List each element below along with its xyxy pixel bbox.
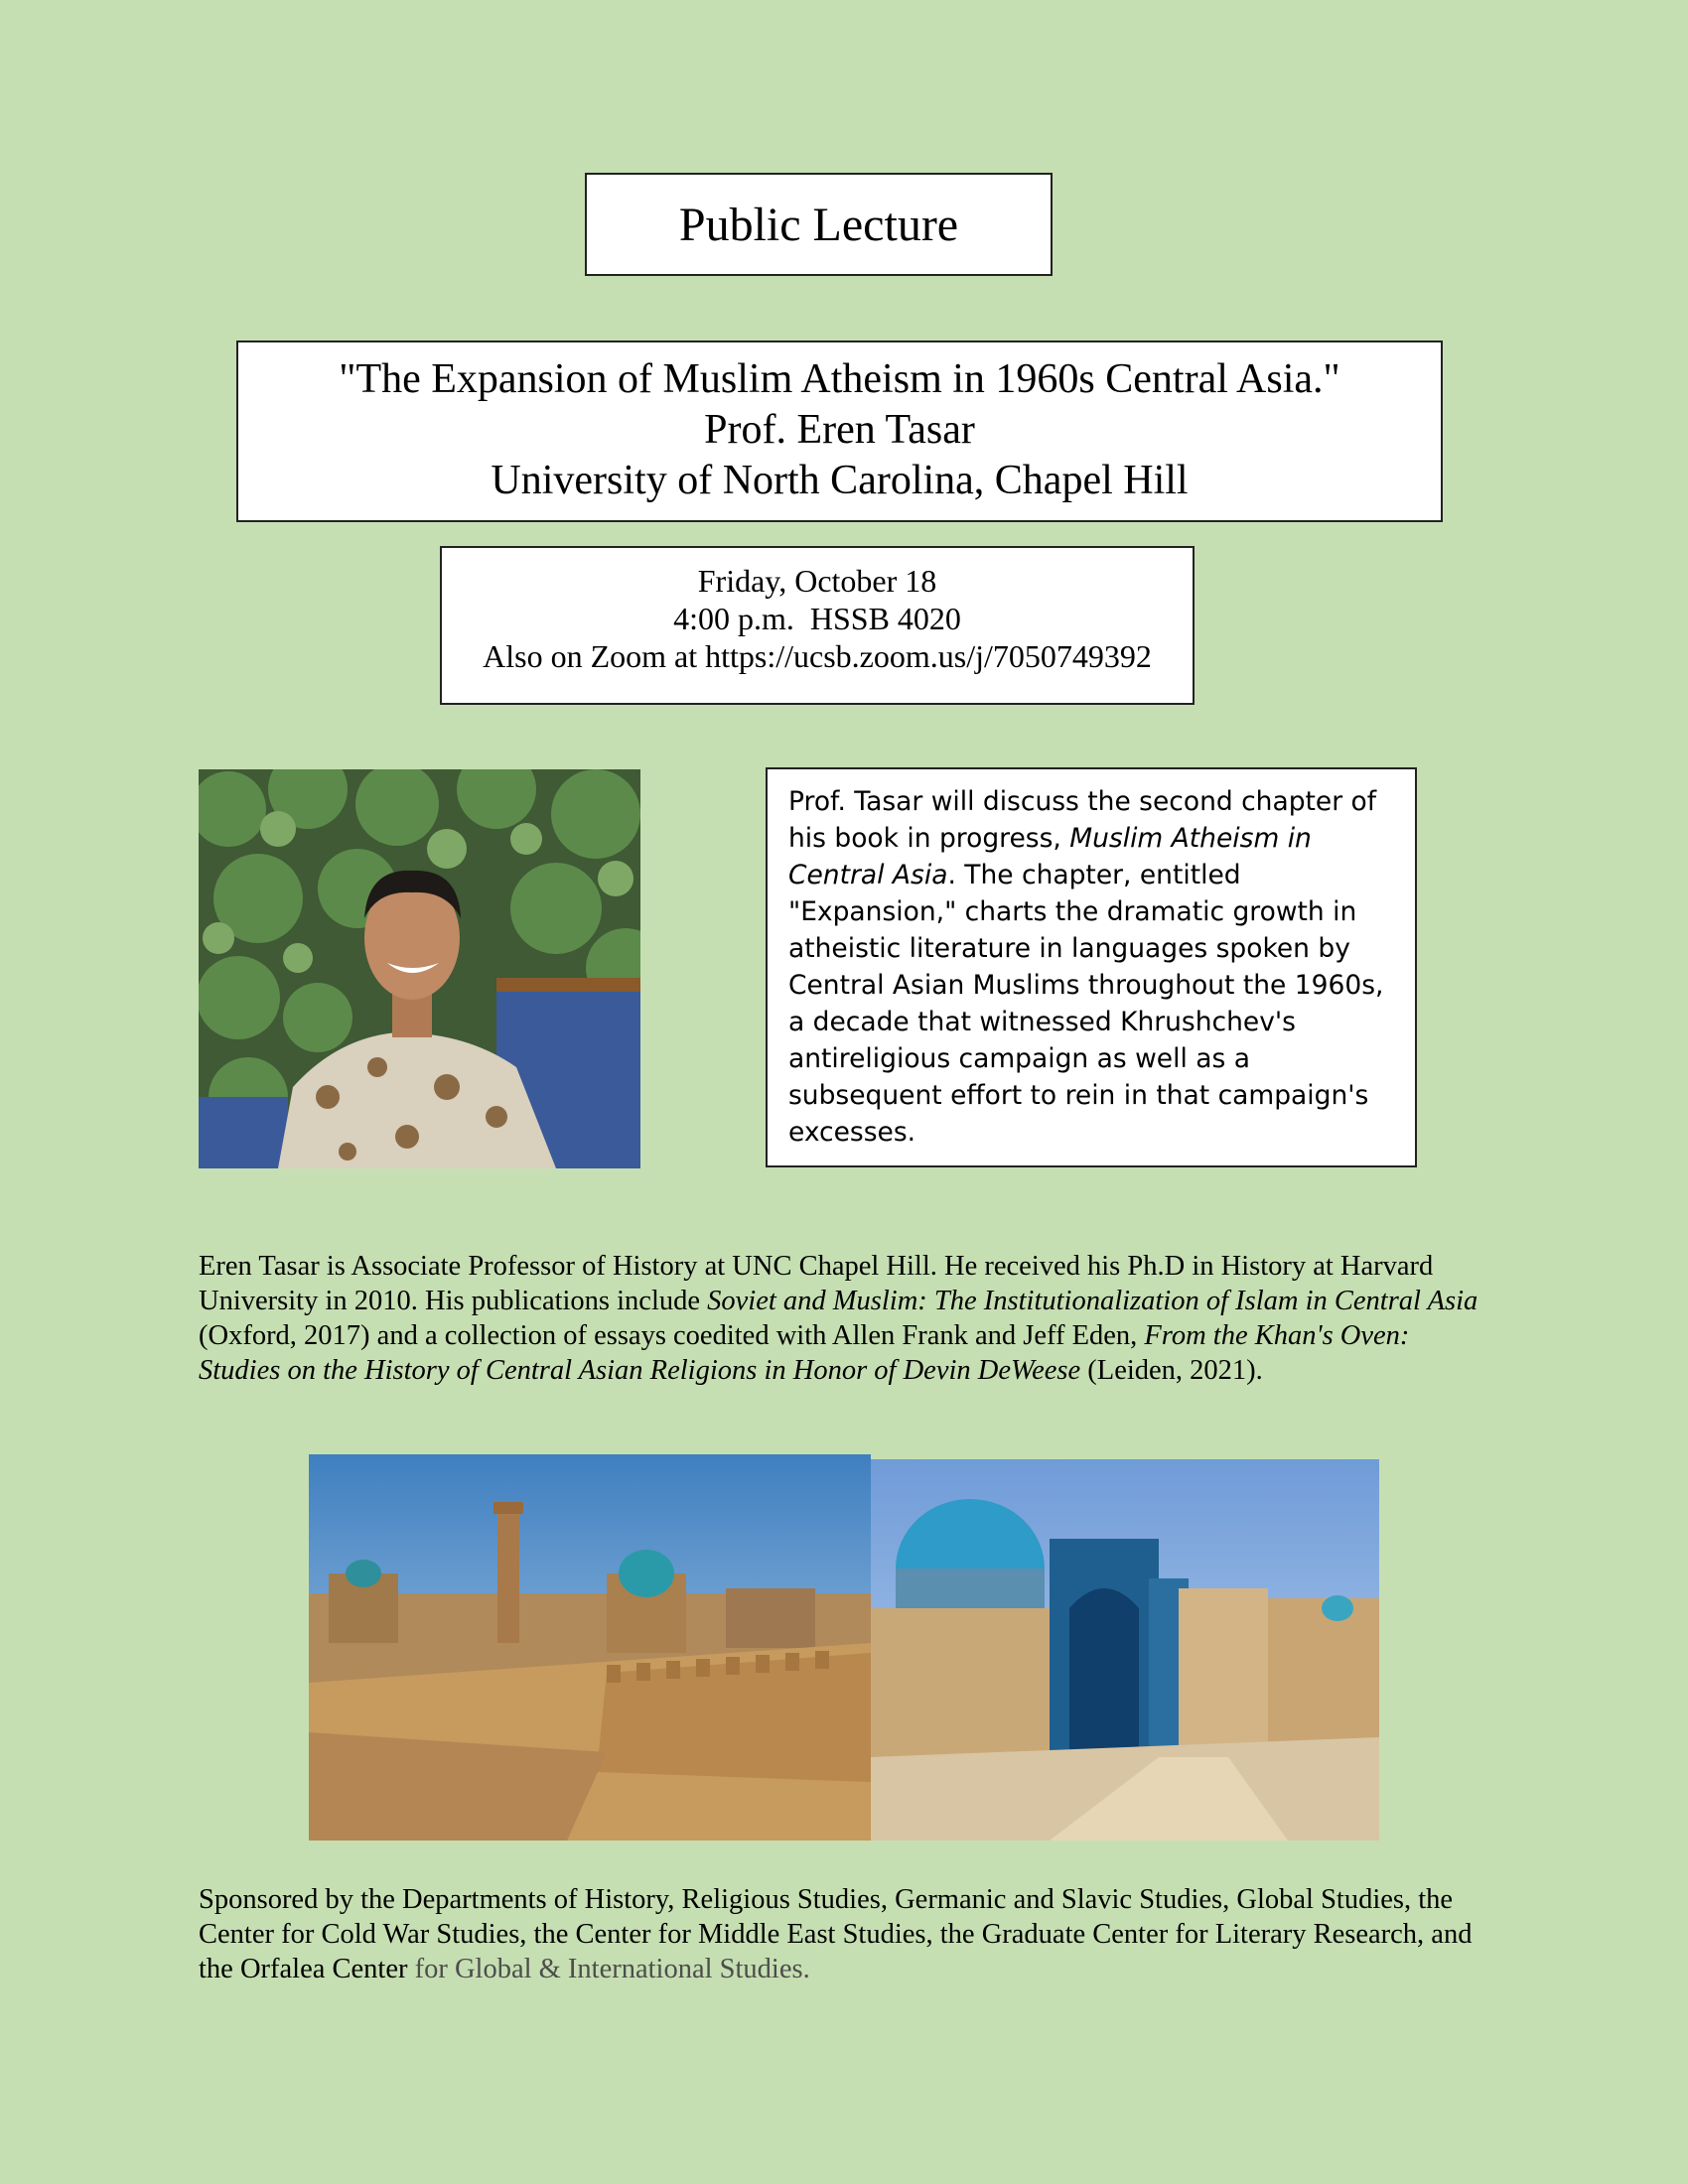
abstract-intro: Prof. Tasar will discuss the second chapter of his book in progress,: [788, 786, 1377, 854]
speaker-photo: [199, 769, 640, 1168]
bio-part-1: Eren Tasar is Associate Professor of History at UNC Chapel Hill. He received his Ph.D in History at Harvard University in 2010. His publications include: [199, 1251, 1434, 1316]
bio-book-1: Soviet and Muslim: The Institutionalization of Islam in Central Asia: [707, 1286, 1478, 1316]
abstract-box: [766, 767, 1417, 1167]
talk-title: "The Expansion of Muslim Atheism in 1960s Central Asia.": [339, 356, 1340, 402]
event-details-box: [440, 546, 1195, 705]
sponsors-tail: for Global & International Studies.: [414, 1954, 810, 1984]
abstract-book-title: Muslim Atheism in Central Asia: [788, 823, 1312, 890]
page-title: Public Lecture: [678, 198, 959, 251]
bio-part-3: (Leiden, 2021).: [1080, 1355, 1263, 1386]
abstract-rest: . The chapter, entitled "Expansion," charts the dramatic growth in atheistic literature in languages spoken by Central Asian Muslims throughout the 1960s, a decade that witnessed Khrushchev's antireligious campaign as well as a subsequent effort to rein in that campaign's excesses.: [788, 860, 1384, 1148]
speaker-name: Prof. Eren Tasar: [704, 407, 975, 453]
bukhara-photo: [309, 1454, 871, 1841]
event-time-place: 4:00 p.m. HSSB 4020: [673, 601, 961, 636]
speaker-bio: [199, 1249, 1494, 1388]
speaker-affiliation: University of North Carolina, Chapel Hill: [491, 458, 1189, 503]
sponsors-text: [199, 1882, 1494, 1986]
talk-box: [236, 341, 1443, 522]
shah-i-zinda-photo: [871, 1459, 1379, 1841]
zoom-link[interactable]: Also on Zoom at https://ucsb.zoom.us/j/7050749392: [483, 638, 1152, 674]
title-box: [585, 173, 1053, 276]
sponsors-main: Sponsored by the Departments of History, Religious Studies, Germanic and Slavic Studies, Global Studies, the Center for Cold War Studies, the Center for Middle East Studies, the Graduate Center for Literary Research, and the Orfalea Center: [199, 1884, 1473, 1984]
bio-part-2: (Oxford, 2017) and a collection of essays coedited with Allen Frank and Jeff Eden,: [199, 1320, 1145, 1351]
event-date: Friday, October 18: [697, 563, 937, 599]
bio-book-2: From the Khan's Oven: Studies on the History of Central Asian Religions in Honor of Devin DeWeese: [199, 1320, 1410, 1386]
